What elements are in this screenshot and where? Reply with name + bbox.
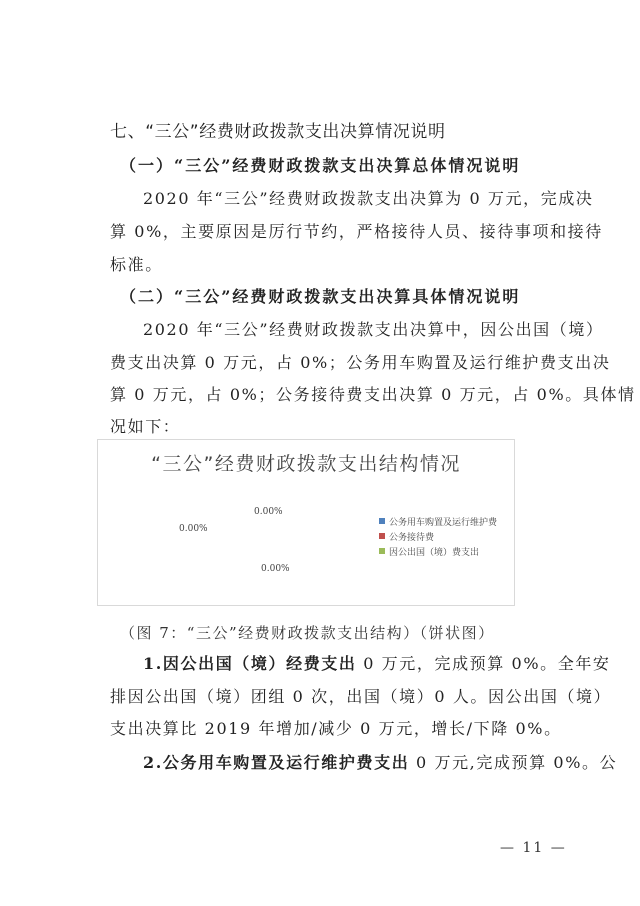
chart-legend <box>379 516 497 561</box>
paragraph-line: 排因公出国（境）团组 0 次，出国（境）0 人。因公出国（境） <box>110 687 612 706</box>
pie-data-label: 0.00% <box>254 507 283 517</box>
item-2-first-line <box>143 753 618 773</box>
paragraph-line: 标准。 <box>110 255 163 274</box>
legend-label: 因公出国（境）费支出 <box>389 548 480 558</box>
paragraph-line: 2020 年“三公”经费财政拨款支出决算中，因公出国（境） <box>143 320 604 339</box>
item-2-heading: 2.公务用车购置及运行维护费支出 <box>143 753 410 772</box>
legend-swatch <box>379 518 385 524</box>
legend-label: 公务接待费 <box>389 533 435 543</box>
section-title: 七、“三公”经费财政拨款支出决算情况说明 <box>110 122 446 142</box>
pie-chart <box>97 439 515 606</box>
pie-data-label: 0.00% <box>261 564 290 574</box>
legend-item <box>379 516 497 531</box>
paragraph-line: 算 0%，主要原因是厉行节约，严格接待人员、接待事项和接待 <box>110 222 603 241</box>
subsection-1-title: （一）“三公”经费财政拨款支出决算总体情况说明 <box>120 156 521 175</box>
item-1-first-line <box>143 654 611 674</box>
legend-item <box>379 531 497 546</box>
subsection-2-title: （二）“三公”经费财政拨款支出决算具体情况说明 <box>120 287 521 306</box>
paragraph-line: 况如下： <box>110 417 181 436</box>
legend-swatch <box>379 548 385 554</box>
item-2-text: 0 万元,完成预算 0%。公 <box>409 753 618 772</box>
page-number: — 11 — <box>500 840 567 856</box>
chart-title: “三公”经费财政拨款支出结构情况 <box>151 453 461 475</box>
legend-label: 公务用车购置及运行维护费 <box>389 518 498 528</box>
paragraph-line: 2020 年“三公”经费财政拨款支出决算为 0 万元，完成决 <box>143 189 594 208</box>
legend-item <box>379 546 497 561</box>
paragraph-line: 算 0 万元，占 0%；公务接待费支出决算 0 万元，占 0%。具体情 <box>110 385 636 404</box>
legend-swatch <box>379 533 385 539</box>
paragraph-line: 费支出决算 0 万元，占 0%；公务用车购置及运行维护费支出决 <box>110 353 611 372</box>
figure-caption: （图 7：“三公”经费财政拨款支出结构）（饼状图） <box>120 624 495 642</box>
pie-data-label: 0.00% <box>179 524 208 534</box>
item-1-text: 0 万元，完成预算 0%。全年安 <box>356 654 611 673</box>
item-1-heading: 1.因公出国（境）经费支出 <box>143 654 357 673</box>
paragraph-line: 支出决算比 2019 年增加/减少 0 万元，增长/下降 0%。 <box>110 719 562 738</box>
